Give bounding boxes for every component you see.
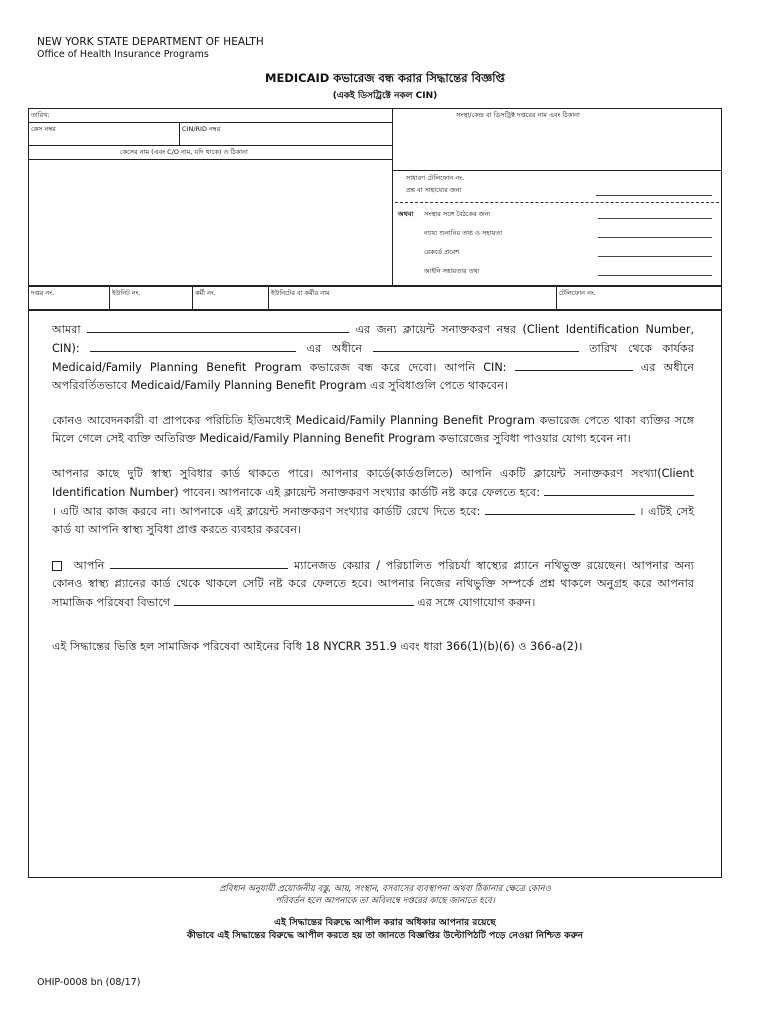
worker-no-label: কর্মী নং. — [195, 289, 216, 297]
body-text: আপনি — [73, 559, 105, 572]
legal-aid-phone-line — [598, 275, 712, 276]
questions-label: প্রশ্ন বা সাহায্যের জন্য — [406, 186, 462, 194]
managed-care-checkbox[interactable] — [52, 561, 62, 571]
body-text: ম্যানেজড কেয়ার / পরিচালিত পরিচর্যা স্বাস্থ্যের প্ল্যানে নথিভুক্ত রয়েছেন। আপনার অন্য কোনও স্বাস্থ্য প্ল্যানের কার্ড থেকে থাকলে সেটি নষ্ট করে ফেলতে হবে। আপনার নিজের নথিভুক্তি সম্পর্কে প্রশ্ন থাকলে অনুগ্রহ করে আপনার সামাজিক পরিষেবা বিভাগে — [52, 559, 694, 609]
cin-rid-label: CIN/RID নম্বর — [182, 125, 221, 133]
paragraph-cards — [52, 465, 694, 539]
grid-line — [109, 286, 110, 310]
case-name-label: কেসের নাম (এবং C/O নাম, যদি থাকে) ও ঠিকানা — [120, 148, 248, 156]
client-name-blank — [87, 320, 349, 333]
page-subtitle: (একই ডিসট্রিক্টে নকল CIN) — [332, 91, 438, 101]
body-text: এর সঙ্গে যোগাযোগ করুন। — [417, 596, 536, 609]
body-text: এর জন্য ক্লায়েন্ট সনাক্তকরণ নম্বর (Client Identification Number, CIN): — [52, 323, 694, 355]
body-text: আমরা — [52, 323, 81, 336]
general-phone-label: সাধারণ টেলিফোন নং. — [406, 174, 465, 182]
agency-name: NEW YORK STATE DEPARTMENT OF HEALTH — [37, 36, 264, 48]
body-text: আপনার কাছে দুটি স্বাস্থ্য সুবিধার কার্ড থাকতে পারে। আপনার কার্ডে(কার্ডগুলিতে) আপনি একটি ক্লায়েন্ট সনাক্তকরণ সংখ্যা(Client Identification Number) পাবেন। আপনাকে এই ক্লায়েন্ট সনাক্তকরণ সংখ্যার কার্ডটি নষ্ট করে ফেলতে হবে: — [52, 467, 694, 499]
contact-blank — [174, 593, 414, 606]
body-text: । এটিই সেই কার্ড যা আপনি স্বাস্থ্য সুবিধা প্রাপ্ত করতে ব্যবহার করবেন। — [52, 505, 695, 536]
case-number-label: কেস নম্বর — [31, 125, 56, 133]
agency-name-label: সংস্থা/কেন্দ্র বা ডিসট্রিক্ট দপ্তরের নাম এবং ঠিকানা — [456, 111, 580, 119]
grid-line — [28, 145, 392, 146]
fair-hearing-label: ন্যায্য শুনানির তথ্য ও সহায়তা — [424, 229, 503, 237]
paragraph-duplicate: কোনও আবেদনকারী বা প্রাপকের পরিচিতি ইতিমধ্যেই Medicaid/Family Planning Benefit Program কভারেজ পেতে থাকা ব্যক্তির সঙ্গে মিলে গেলে সেই ব্যক্তি অতিরিক্ত Medicaid/Family Planning Benefit Program কভারেজের সুবিধা পাওয়ার যোগ্য হবেন না। — [52, 414, 694, 445]
plan-name-blank — [110, 556, 288, 569]
unit-no-label: ইউনিট নং. — [112, 289, 141, 297]
phone-no-label: টেলিফোন নং. — [559, 289, 596, 297]
meeting-phone-line — [598, 218, 712, 219]
appeal-notice — [0, 916, 770, 942]
paragraph-closure — [52, 320, 694, 395]
legal-aid-label: আইনি সহায়তার তথ্য — [424, 267, 480, 275]
destroy-cin-blank — [544, 483, 694, 496]
notice-form-grid — [28, 108, 722, 286]
date-label: তারিখ: — [31, 111, 50, 119]
notice-body — [52, 320, 694, 656]
remaining-cin-blank — [515, 358, 633, 371]
unit-worker-name-label: ইউনিটের বা কর্মীর নাম — [271, 289, 330, 297]
grid-line — [268, 286, 269, 310]
form-number: OHIP-0008 bn (08/17) — [37, 977, 141, 988]
record-phone-line — [598, 256, 712, 257]
grid-divider — [392, 108, 393, 286]
body-text: তারিখ থেকে কার্যকর Medicaid/Family Planning Benefit Program কভারেজ বন্ধ করে দেবো। আপনি CIN: — [52, 342, 695, 374]
page-title: MEDICAID কভারেজ বন্ধ করার সিদ্ধান্তের বিজ্ঞপ্তি — [265, 71, 505, 85]
body-text: এর অধীনে অপরিবর্তিতভাবে Medicaid/Family Planning Benefit Program এর সুবিধাগুলি পেতে থাকবেন। — [52, 361, 695, 392]
grid-line — [179, 122, 180, 145]
grid-line — [556, 286, 557, 310]
appeal-line: কীভাবে এই সিদ্ধান্তের বিরুদ্ধে আপীল করতে হয় তা জানতে বিজ্ঞপ্তির উল্টোপিঠটি পড়ে নেওয়া নিশ্চিত করুন — [186, 930, 584, 941]
grid-line — [192, 286, 193, 310]
questions-phone-line — [596, 195, 712, 196]
change-reporting-note — [0, 883, 770, 907]
note-line: প্রবিধান অনুযায়ী প্রয়োজনীয় বস্তু, আয়, সংস্থান, বসবাসের ব্যবস্থাপনা অথবা ঠিকানার ক্ষেত্রে কোনও — [219, 884, 551, 894]
agency-meeting-label: সংস্থার সঙ্গে বৈঠকের জন্য — [424, 210, 491, 218]
cin-blank — [90, 339, 296, 352]
record-access-label: রেকর্ডে প্রবেশ — [424, 248, 460, 256]
body-text: এর অধীনে — [306, 342, 363, 355]
office-name: Office of Health Insurance Programs — [37, 49, 209, 60]
hearing-phone-line — [598, 237, 712, 238]
body-text: । এটি আর কাজ করবে না। আপনাকে এই ক্লায়েন্ট সনাক্তকরণ সংখ্যার কার্ডটি রেখে দিতে হবে: — [52, 505, 481, 518]
grid-line — [392, 170, 722, 171]
paragraph-legal-basis: এই সিদ্ধান্তের ভিত্তি হল সামাজিক পরিষেবা আইনের বিধি 18 NYCRR 351.9 এবং ধারা 366(1)(b)(6) ও 366-a(2)। — [52, 640, 583, 653]
keep-cin-blank — [485, 502, 635, 515]
paragraph-managed-care — [52, 556, 694, 612]
grid-line — [28, 159, 392, 160]
grid-line — [28, 122, 392, 123]
note-line: পরিবর্তন হলে আপনাকে তা অবিলম্বে দপ্তরের কাছে জানাতে হবে। — [275, 896, 495, 906]
dashed-separator — [395, 202, 719, 203]
or-label: অথবা — [398, 210, 414, 218]
effective-date-blank — [373, 339, 579, 352]
appeal-line: এই সিদ্ধান্তের বিরুদ্ধে আপীল করার অধিকার আপনার রয়েছে — [274, 917, 496, 928]
office-no-label: দপ্তর নং. — [31, 289, 55, 297]
